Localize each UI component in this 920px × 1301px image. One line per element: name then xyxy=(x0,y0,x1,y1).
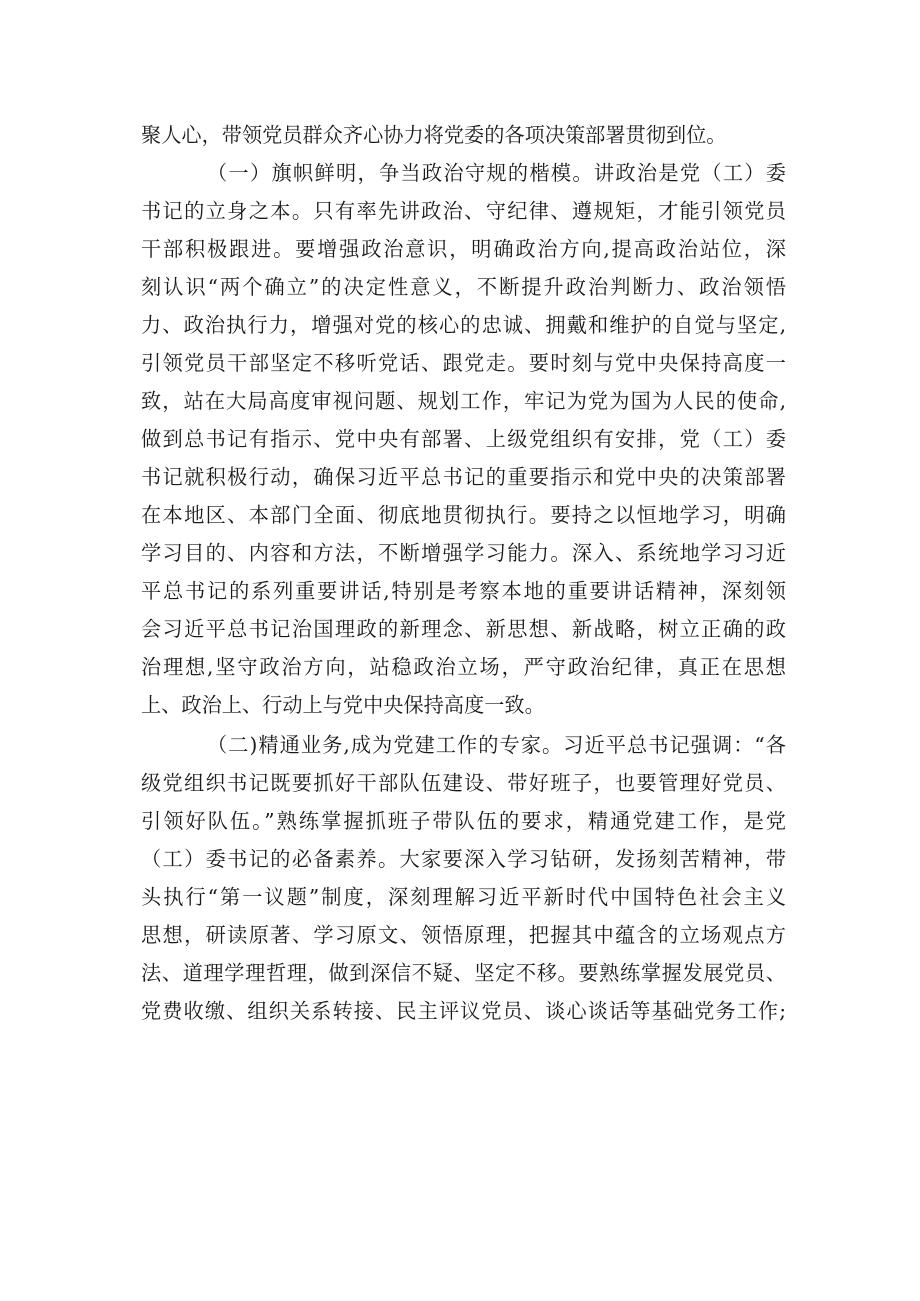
text-line: 法、道理学理哲理，做到深信不疑、坚定不移。要熟练掌握发展党员、 xyxy=(141,961,786,985)
text-line: 干部积极跟进。要增强政治意识，明确政治方向,提高政治站位，深 xyxy=(141,237,786,261)
text-line: 头执行“第一议题”制度，深刻理解习近平新时代中国特色社会主义 xyxy=(141,885,786,909)
text-line: 党费收缴、组织关系转接、民主评议党员、谈心谈话等基础党务工作; xyxy=(141,999,786,1023)
document-body xyxy=(141,116,786,1030)
text-line: （工）委书记的必备素养。大家要深入学习钻研，发扬刻苦精神，带 xyxy=(141,847,786,871)
text-line: 书记的立身之本。只有率先讲政治、守纪律、遵规矩，才能引领党员 xyxy=(141,199,786,223)
paragraph-intro-tail xyxy=(141,116,786,154)
text-line: 在本地区、本部门全面、彻底地贯彻执行。要持之以恒地学习，明确 xyxy=(141,503,786,527)
text-line: 致，站在大局高度审视问题、规划工作，牢记为党为国为人民的使命, xyxy=(141,389,786,413)
paragraph-section-one xyxy=(141,154,786,724)
text-line: 力、政治执行力，增强对党的核心的忠诚、拥戴和维护的自觉与坚定, xyxy=(141,313,786,337)
text-line: 平总书记的系列重要讲话,特别是考察本地的重要讲话精神，深刻领 xyxy=(141,579,786,603)
text-line: 上、政治上、行动上与党中央保持高度一致。 xyxy=(141,693,545,717)
text-line: 学习目的、内容和方法，不断增强学习能力。深入、系统地学习习近 xyxy=(141,541,786,565)
text-line: 级党组织书记既要抓好干部队伍建设、带好班子，也要管理好党员、 xyxy=(141,771,786,795)
paragraph-section-two xyxy=(141,726,786,1030)
text-line: 治理想,坚守政治方向，站稳政治立场，严守政治纪律，真正在思想 xyxy=(141,655,786,679)
text-line: 引领好队伍。”熟练掌握抓班子带队伍的要求，精通党建工作，是党 xyxy=(141,809,786,833)
text-line: （一）旗帜鲜明，争当政治守规的楷模。讲政治是党（工）委 xyxy=(207,161,786,185)
text-line: 书记就积极行动，确保习近平总书记的重要指示和党中央的决策部署 xyxy=(141,465,786,489)
text-line: （二)精通业务,成为党建工作的专家。习近平总书记强调：“各 xyxy=(207,733,786,757)
text-line: 刻认识“两个确立”的决定性意义，不断提升政治判断力、政治领悟 xyxy=(141,275,786,299)
text-line: 做到总书记有指示、党中央有部署、上级党组织有安排，党（工）委 xyxy=(141,427,786,451)
text-line: 引领党员干部坚定不移听党话、跟党走。要时刻与党中央保持高度一 xyxy=(141,351,786,375)
text-line: 聚人心，带领党员群众齐心协力将党委的各项决策部署贯彻到位。 xyxy=(141,123,727,147)
text-line: 会习近平总书记治国理政的新理念、新思想、新战略，树立正确的政 xyxy=(141,617,786,641)
text-line: 思想，研读原著、学习原文、领悟原理，把握其中蕴含的立场观点方 xyxy=(141,923,786,947)
